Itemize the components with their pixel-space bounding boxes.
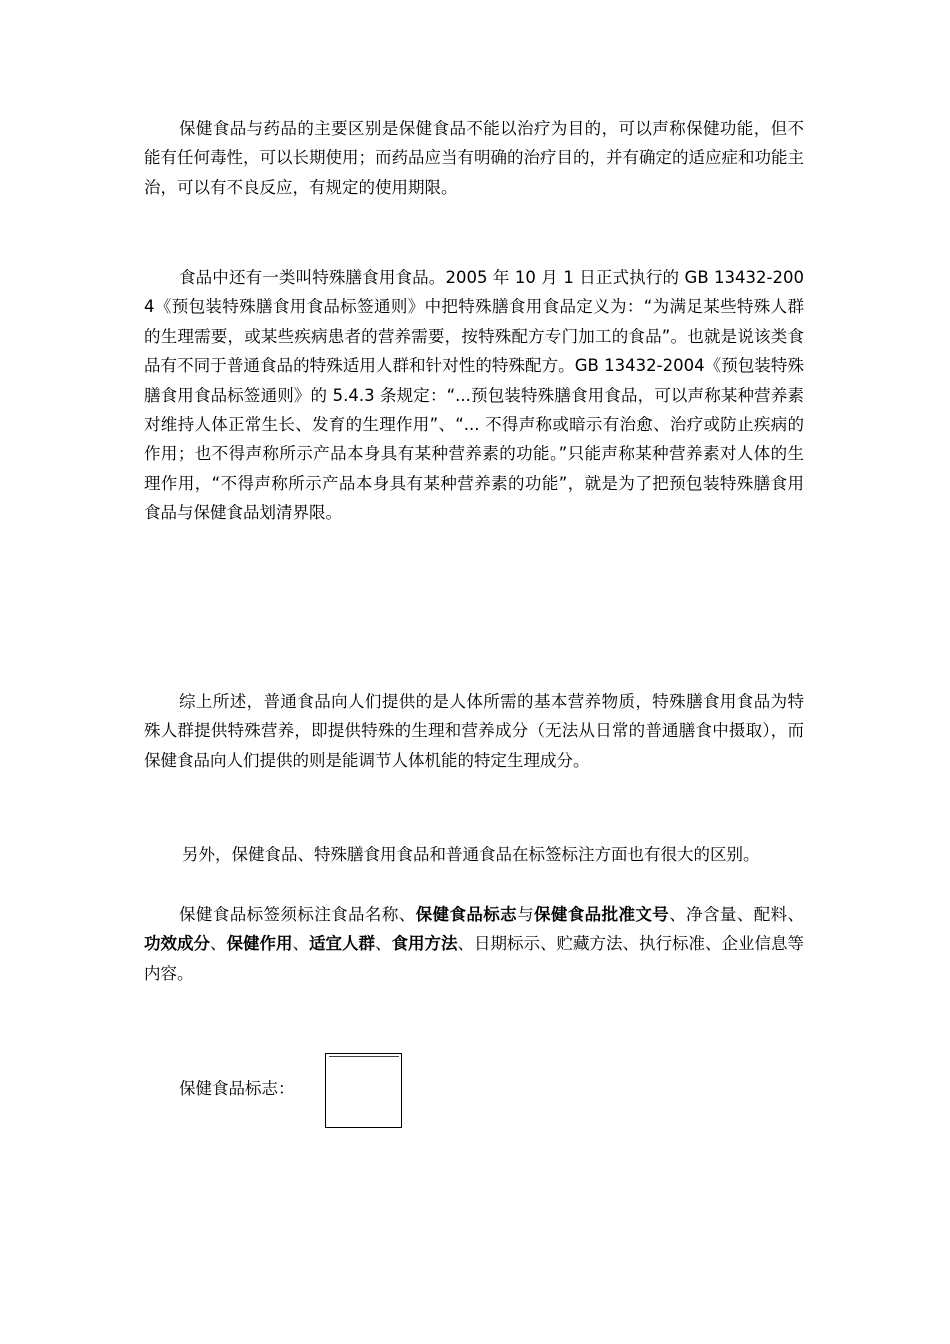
- label-bold-suitable-population: 适宜人群: [309, 934, 375, 954]
- label-text-1: 保健食品标签须标注食品名称、: [179, 905, 416, 924]
- paragraph-labeling-difference: 另外，保健食品、特殊膳食用食品和普通食品在标签标注方面也有很大的区别。: [182, 845, 760, 864]
- label-bold-usage-method: 食用方法: [391, 934, 458, 954]
- label-text-5: 、: [292, 934, 309, 954]
- label-bold-health-effect: 保健作用: [226, 934, 293, 954]
- logo-placeholder-lines: [329, 1056, 399, 1059]
- label-text-2: 与: [517, 905, 534, 924]
- label-text-6: 、: [375, 934, 392, 954]
- label-bold-functional-ingredients: 功效成分: [144, 934, 210, 954]
- label-bold-approval-number: 保健食品批准文号: [533, 905, 670, 924]
- health-food-logo-label: 保健食品标志：: [179, 1079, 295, 1098]
- paragraph-summary: 综上所述，普通食品向人们提供的是人体所需的基本营养物质，特殊膳食用食品为特殊人群提供特殊营养，即提供特殊的生理和营养成分（无法从日常的普通膳食中摄取），而保健食品向人们提供的则是能调节人体机能的特定生理成分。: [144, 692, 804, 770]
- label-bold-logo: 保健食品标志: [415, 905, 518, 924]
- paragraph-label-requirements: [144, 900, 804, 988]
- label-text-7: 、日期标示、贮藏方法、执行标准、企业信息等内容。: [144, 934, 804, 983]
- paragraph-special-dietary-food: 食品中还有一类叫特殊膳食用食品。2005 年 10 月 1 日正式执行的 GB 13432-2004《预包装特殊膳食用食品标签通则》中把特殊膳食用食品定义为：“为满足某些特殊人群的生理需要，或某些疾病患者的营养需要，按特殊配方专门加工的食品”。也就是说该类食品有不同于普通食品的特殊适用人群和针对性的特殊配方。GB 13432-2004《预包装特殊膳食用食品标签通则》的 5.4.3 条规定：“...预包装特殊膳食用食品，可以声称某种营养素对维持人体正常生长、发育的生理作用”、“... 不得声称或暗示有治愈、治疗或防止疾病的作用；也不得声称所示产品本身具有某种营养素的功能。”只能声称某种营养素对人体的生理作用，“不得声称所示产品本身具有某种营养素的功能”，就是为了把预包装特殊膳食用食品与保健食品划清界限。: [144, 268, 804, 523]
- health-food-logo-image: [325, 1053, 402, 1128]
- label-text-3: 、净含量、配料、: [669, 905, 805, 924]
- paragraph-health-food-vs-drug: 保健食品与药品的主要区别是保健食品不能以治疗为目的，可以声称保健功能，但不能有任何毒性，可以长期使用；而药品应当有明确的治疗目的，并有确定的适应症和功能主治，可以有不良反应，有规定的使用期限。: [144, 119, 804, 197]
- label-text-4: 、: [210, 934, 227, 954]
